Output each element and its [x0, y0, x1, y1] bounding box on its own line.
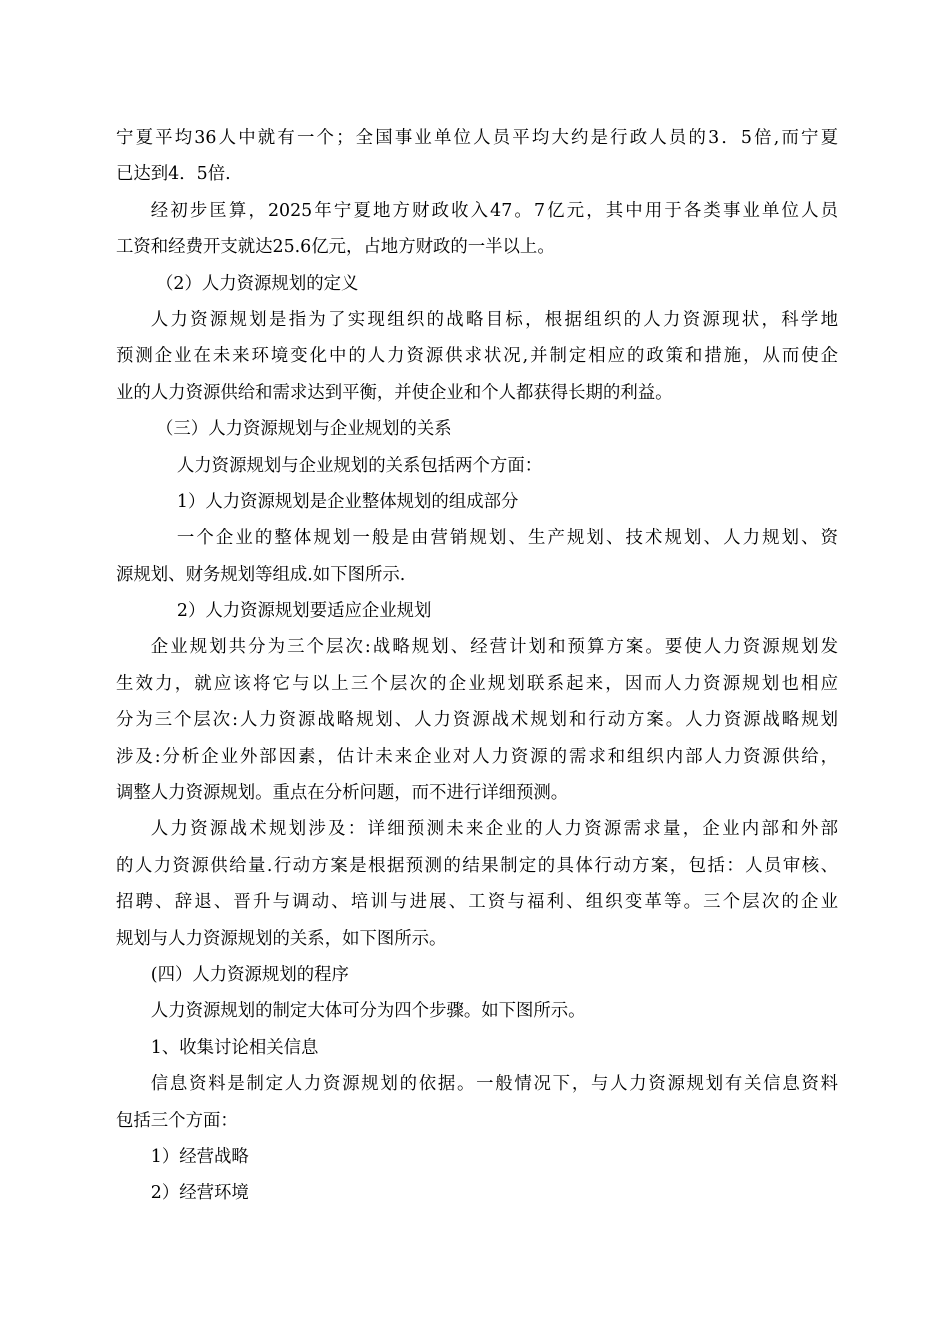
text-line: 已达到4．5倍.	[116, 164, 231, 185]
text-line: 一个企业的整体规划一般是由营销规划、生产规划、技术规划、人力规划、资	[176, 528, 838, 549]
document-body	[116, 120, 838, 1212]
text-line: 源规划、财务规划等组成.如下图所示.	[116, 564, 406, 585]
text-line: 2）经营环境	[150, 1183, 249, 1204]
text-line: （三）人力资源规划与企业规划的关系	[156, 419, 452, 440]
text-line: 的人力资源供给量.行动方案是根据预测的结果制定的具体行动方案，包括：人员审核、	[116, 855, 838, 876]
text-line: 预测企业在未来环境变化中的人力资源供求状况,并制定相应的政策和措施，从而使企	[116, 346, 838, 367]
text-line: 宁夏平均36人中就有一个；全国事业单位人员平均大约是行政人员的3．5倍,而宁夏	[116, 128, 838, 148]
text-line: 1、收集讨论相关信息	[150, 1037, 319, 1058]
text-line: 经初步匡算，2025年宁夏地方财政收入47。7亿元，其中用于各类事业单位人员	[150, 200, 838, 221]
text-line: 人力资源规划的制定大体可分为四个步骤。如下图所示。	[150, 1001, 586, 1022]
text-line: 招聘、辞退、晋升与调动、培训与进展、工资与福利、组织变革等。三个层次的企业	[116, 892, 838, 913]
text-line: 1）经营战略	[150, 1146, 249, 1167]
text-line: （2）人力资源规划的定义	[156, 273, 359, 294]
text-line: (四）人力资源规划的程序	[150, 964, 349, 985]
text-line: 生效力，就应该将它与以上三个层次的企业规划联系起来，因而人力资源规划也相应	[116, 673, 838, 694]
text-line: 包括三个方面：	[116, 1110, 238, 1131]
text-line: 涉及:分析企业外部因素，估计未来企业对人力资源的需求和组织内部人力资源供给，	[116, 746, 838, 767]
text-line: 工资和经费开支就达25.6亿元，占地方财政的一半以上。	[116, 237, 555, 258]
text-line: 1）人力资源规划是企业整体规划的组成部分	[176, 491, 519, 512]
text-line: 信息资料是制定人力资源规划的依据。一般情况下，与人力资源规划有关信息资料	[150, 1074, 838, 1095]
text-line: 分为三个层次:人力资源战略规划、人力资源战术规划和行动方案。人力资源战略规划	[116, 710, 838, 731]
text-line: 调整人力资源规划。重点在分析问题，而不进行详细预测。	[116, 783, 569, 804]
text-line: 业的人力资源供给和需求达到平衡，并使企业和个人都获得长期的利益。	[116, 382, 673, 403]
text-line: 人力资源规划与企业规划的关系包括两个方面：	[176, 455, 543, 476]
text-line: 人力资源规划是指为了实现组织的战略目标，根据组织的人力资源现状，科学地	[150, 309, 838, 330]
text-line: 2）人力资源规划要适应企业规划	[176, 601, 432, 622]
text-line: 人力资源战术规划涉及：详细预测未来企业的人力资源需求量，企业内部和外部	[150, 819, 838, 840]
text-line: 企业规划共分为三个层次:战略规划、经营计划和预算方案。要使人力资源规划发	[150, 637, 838, 658]
text-line: 规划与人力资源规划的关系，如下图所示。	[116, 928, 447, 949]
